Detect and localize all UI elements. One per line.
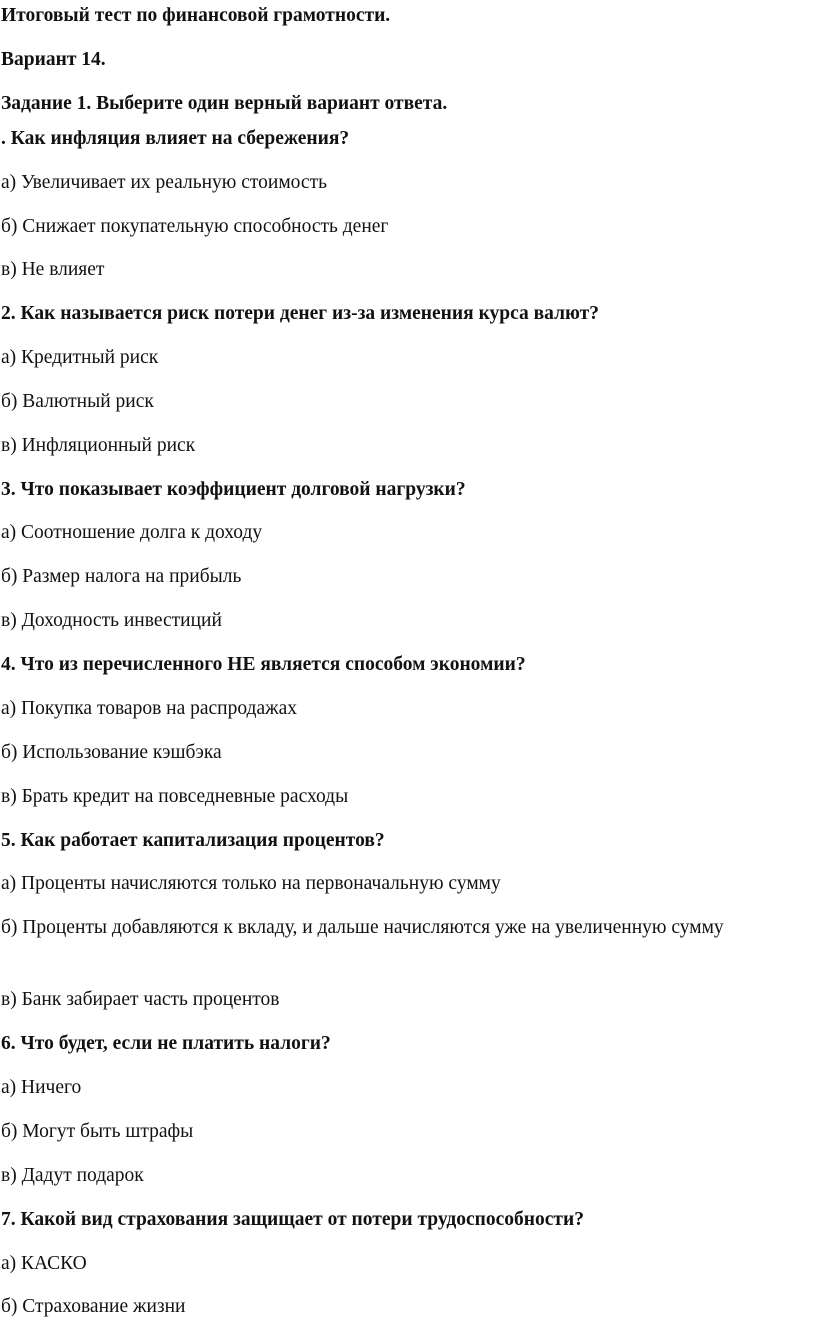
question-4-option-b: б) Использование кэшбэка — [1, 742, 222, 763]
variant-label: Вариант 14. — [1, 49, 106, 70]
question-1-option-a: а) Увеличивает их реальную стоимость — [1, 172, 327, 193]
question-6-option-a: а) Ничего — [1, 1077, 82, 1098]
question-5-option-a: а) Проценты начисляются только на первоначальную сумму — [1, 873, 501, 894]
question-7-option-b: б) Страхование жизни — [1, 1296, 186, 1317]
question-4-option-c: в) Брать кредит на повседневные расходы — [1, 786, 349, 807]
question-2-option-c: в) Инфляционный риск — [1, 435, 196, 456]
question-3-option-a: а) Соотношение долга к доходу — [1, 522, 263, 543]
question-4-option-a: а) Покупка товаров на распродажах — [1, 698, 298, 719]
question-2: 2. Как называется риск потери денег из-за изменения курса валют? — [1, 303, 600, 324]
question-2-option-b: б) Валютный риск — [1, 391, 154, 412]
question-4: 4. Что из перечисленного НЕ является способом экономии? — [1, 654, 526, 675]
question-7-option-a: а) КАСКО — [1, 1253, 87, 1274]
question-2-option-a: а) Кредитный риск — [1, 347, 159, 368]
question-5-option-c: в) Банк забирает часть процентов — [1, 989, 280, 1010]
question-6: 6. Что будет, если не платить налоги? — [1, 1033, 331, 1054]
question-1: . Как инфляция влияет на сбережения? — [1, 128, 350, 149]
document-title: Итоговый тест по финансовой грамотности. — [1, 5, 391, 26]
question-6-option-c: в) Дадут подарок — [1, 1165, 144, 1186]
question-3: 3. Что показывает коэффициент долговой нагрузки? — [1, 479, 466, 500]
question-7: 7. Какой вид страхования защищает от потери трудоспособности? — [1, 1209, 585, 1230]
question-6-option-b: б) Могут быть штрафы — [1, 1121, 194, 1142]
question-3-option-c: в) Доходность инвестиций — [1, 610, 222, 631]
task-instruction: Задание 1. Выберите один верный вариант ответа. — [1, 93, 448, 114]
question-3-option-b: б) Размер налога на прибыль — [1, 566, 242, 587]
question-5-option-b: б) Проценты добавляются к вкладу, и дальше начисляются уже на увеличенную сумму — [1, 917, 724, 938]
question-5: 5. Как работает капитализация процентов? — [1, 830, 385, 851]
question-1-option-c: в) Не влияет — [1, 259, 105, 280]
question-1-option-b: б) Снижает покупательную способность денег — [1, 216, 389, 237]
